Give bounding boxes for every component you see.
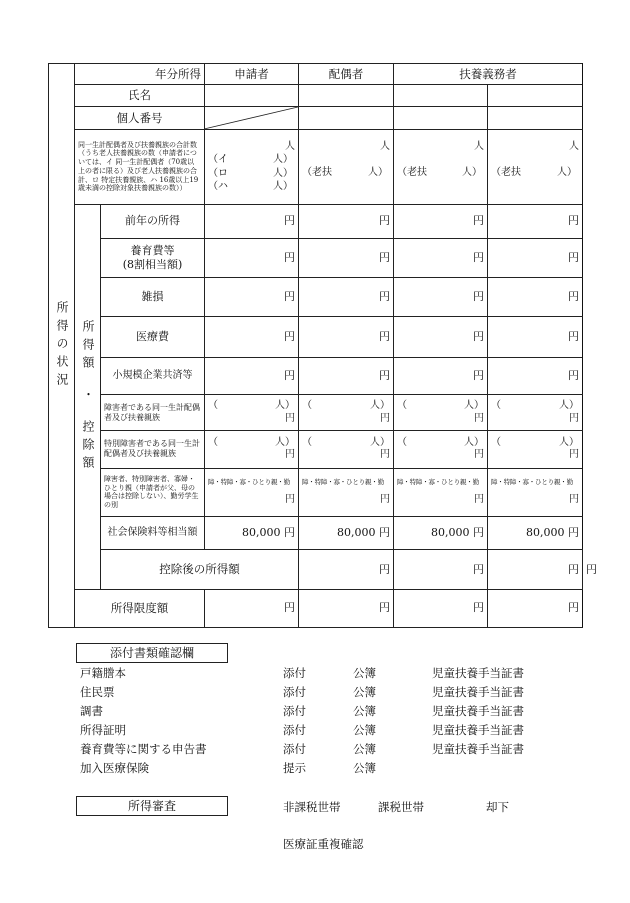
unit-person-close: 人）: [464, 400, 484, 412]
label-ha: （ハ: [208, 181, 228, 193]
paren-open: （: [208, 436, 218, 448]
categories-spouse[interactable]: [299, 468, 394, 517]
row-label-small-biz: 小規模企業共済等: [101, 357, 205, 394]
label-ro: （ロ: [208, 167, 228, 179]
attachment-option-registry[interactable]: 公簿: [353, 666, 376, 680]
unit-yen: 円: [285, 412, 295, 424]
unit-yen: 円: [380, 449, 390, 461]
attachment-option-attached[interactable]: 添付: [283, 742, 306, 756]
social-insurance-value: 80,000: [337, 526, 376, 540]
unit-person-close: 人）: [275, 400, 295, 412]
name-supporter-1[interactable]: [394, 84, 488, 107]
attachment-name: 加入医療保険: [80, 761, 149, 775]
unit-person-close: 人）: [273, 181, 293, 193]
attachments-title-box: 添付書類確認欄: [76, 643, 228, 663]
child-support-supporter-1[interactable]: 円: [394, 238, 488, 277]
attachment-option-registry[interactable]: 公簿: [353, 761, 376, 775]
unit-yen: 円: [569, 449, 579, 461]
personal-number-spouse[interactable]: [299, 107, 394, 130]
header-supporter: 扶養義務者: [394, 64, 583, 85]
taxable-option[interactable]: 課税世帯: [378, 800, 424, 814]
after-deduction-supporter-1[interactable]: 円: [488, 550, 583, 589]
attachment-name: 戸籍謄本: [80, 666, 126, 680]
category-options: 障・特障・寡・ひとり親・勤: [208, 478, 290, 487]
unit-person: 人: [474, 141, 484, 153]
row-label-prev-income: 前年の所得: [101, 204, 205, 238]
header-applicant: 申請者: [205, 64, 299, 85]
child-support-applicant[interactable]: 円: [205, 238, 299, 277]
disabled-dep-supporter-2[interactable]: [488, 395, 583, 431]
child-support-spouse[interactable]: 円: [299, 238, 394, 277]
income-limit-spouse[interactable]: 円: [299, 589, 394, 627]
paren-open: （: [397, 436, 407, 448]
unit-person-close: 人）: [462, 166, 482, 178]
name-supporter-2[interactable]: [488, 84, 583, 107]
medical-spouse[interactable]: 円: [299, 317, 394, 357]
prev-income-supporter-2[interactable]: 円: [488, 204, 583, 238]
category-options: 障・特障・寡・ひとり親・勤: [302, 478, 384, 487]
row-label-special-disabled-dep: 特別障害者である同一生計配偶者及び扶養親族: [101, 431, 205, 468]
income-limit-applicant[interactable]: 円: [205, 589, 299, 627]
attachment-option-registry[interactable]: 公簿: [353, 685, 376, 699]
after-deduction-spouse[interactable]: 円: [394, 550, 488, 589]
prev-income-applicant[interactable]: 円: [205, 204, 299, 238]
unit-yen: 円: [474, 412, 484, 424]
attachment-name: 住民票: [80, 685, 115, 699]
personal-number-supporter-2[interactable]: [488, 107, 583, 130]
paren-open: （: [302, 436, 312, 448]
casualty-supporter-1[interactable]: 円: [394, 278, 488, 317]
duplicate-check-label[interactable]: 医療証重複確認: [283, 837, 364, 851]
personal-number-applicant-slashed: [205, 107, 299, 130]
unit-yen: 円: [285, 494, 295, 506]
special-disabled-dep-supporter-2[interactable]: [488, 431, 583, 468]
category-options: 障・特障・寡・ひとり親・勤: [491, 478, 573, 487]
unit-yen: 円: [569, 412, 579, 424]
special-disabled-dep-supporter-1[interactable]: [394, 431, 488, 468]
attachment-option-registry[interactable]: 公簿: [353, 723, 376, 737]
paren-open: （: [397, 400, 407, 412]
attachment-option-certificate[interactable]: 児童扶養手当証書: [432, 742, 524, 756]
row-label-personal-number: 個人番号: [75, 107, 205, 130]
small-biz-applicant[interactable]: 円: [205, 357, 299, 394]
income-limit-supporter-1[interactable]: 円: [394, 589, 488, 627]
unit-person-close: 人）: [273, 154, 293, 166]
row-label-after-deduction: 控除後の所得額: [101, 550, 299, 589]
prev-income-spouse[interactable]: 円: [299, 204, 394, 238]
special-disabled-dep-applicant[interactable]: [205, 431, 299, 468]
dependents-supporter-2[interactable]: [488, 130, 583, 205]
attachment-option-attached[interactable]: 添付: [283, 685, 306, 699]
child-support-sublabel: (8割相当額): [122, 258, 183, 272]
unit-person: 人: [569, 141, 579, 153]
attachment-option-attached[interactable]: 添付: [283, 666, 306, 680]
label-elderly: （老扶: [491, 166, 521, 178]
header-spouse: 配偶者: [299, 64, 394, 85]
dependents-applicant[interactable]: [205, 130, 299, 205]
small-biz-supporter-2[interactable]: 円: [488, 357, 583, 394]
disabled-dep-spouse[interactable]: [299, 395, 394, 431]
row-label-name: 氏名: [75, 84, 205, 107]
unit-person-close: 人）: [559, 436, 579, 448]
attachment-option-attached[interactable]: 添付: [283, 723, 306, 737]
section-label-income-deduction: 所得額 ・ 控除額: [75, 204, 101, 589]
casualty-spouse[interactable]: 円: [299, 278, 394, 317]
section-label-income-status: 所得の状況: [49, 64, 75, 628]
after-deduction-applicant[interactable]: 円: [299, 550, 394, 589]
label-elderly: （老扶: [302, 166, 332, 178]
row-label-disabled-dep: 障害者である同一生計配偶者及び扶養親族: [101, 395, 205, 431]
medical-supporter-1[interactable]: 円: [394, 317, 488, 357]
unit-person-close: 人）: [464, 436, 484, 448]
social-insurance-spouse[interactable]: [299, 517, 394, 550]
special-disabled-dep-spouse[interactable]: [299, 431, 394, 468]
attachment-option-certificate[interactable]: 児童扶養手当証書: [432, 723, 524, 737]
social-insurance-applicant[interactable]: [205, 517, 299, 550]
unit-person: 人: [285, 140, 295, 152]
unit-yen: 円: [380, 412, 390, 424]
label-i: （イ: [208, 154, 228, 166]
row-label-dependents: 同一生計配偶者及び扶養親族の合計数（うち老人扶養親族の数（申請者については、イ 同一生計配偶者（70歳以上の者に限る）及び老人扶養親族の合計、ロ 特定扶養親族、ハ 16歳以上19歳未満の控除対象扶養親族の数））: [75, 130, 205, 205]
attachment-option-attached[interactable]: 提示: [283, 761, 306, 775]
unit-person-close: 人）: [370, 400, 390, 412]
unit-yen: 円: [474, 449, 484, 461]
social-insurance-value: 80,000: [431, 526, 470, 540]
row-label-medical: 医療費: [101, 317, 205, 357]
small-biz-supporter-1[interactable]: 円: [394, 357, 488, 394]
income-status-table: 所得の状況 年分所得 申請者 配偶者 扶養義務者 氏名 個人番号 同一生計配偶者及び扶養親族の合計数（うち老人扶養親族の数（申請者については、イ 同一生計配偶者（70歳以上の者に限る）及び老人扶養親族の合計、ロ 特定扶養親族、ハ 16歳以上19歳未満の控除対象扶養親族の数）） 人 （イ 人） （ロ 人） （ハ 人） 人 （老扶 人） 人 （老扶 人） 人 （老扶 人） 所得額 ・ 控除額 前年の所得 円 円 円 円 養育費等 (8割相当額) 円 円 円 円 雑損 円 円 円 円 医療費 円 円 円 円 小規模企業共済等 円 円 円 円 障害者である同一生計配偶者及び扶養親族 （ 人） 円 （ 人） 円 （ 人） 円 （ 人） 円 特別障害者である同一生計配偶者及び扶養親族 （ 人） 円 （ 人） 円 （ 人） 円 （ 人） 円 障害者、特別障害者、寡婦・ひとり親（申請者が父、母の場合は控除しない）、勤労学生の別 障・特障・寡・ひとり親・勤 円 障・特障・寡・ひとり親・勤 円 障・特障・寡・ひとり親・勤 円 障・特障・寡・ひとり親・勤 円 社会保険料等相当額 80,000 円 80,000 円 80,000 円 80,000 円 控除後の所得額 円 円 円 円 所得限度額 円 円 円 円: [48, 63, 583, 628]
unit-person-close: 人）: [559, 400, 579, 412]
prev-income-supporter-1[interactable]: 円: [394, 204, 488, 238]
unit-person-close: 人）: [370, 436, 390, 448]
rejected-option[interactable]: 却下: [486, 800, 509, 814]
casualty-supporter-2[interactable]: 円: [488, 278, 583, 317]
social-insurance-value: 80,000: [526, 526, 565, 540]
unit-person-close: 人）: [273, 167, 293, 179]
paren-open: （: [491, 400, 501, 412]
unit-yen: 円: [285, 449, 295, 461]
row-label-child-support: [101, 238, 205, 277]
social-insurance-supporter-1[interactable]: [394, 517, 488, 550]
unit-yen: 円: [569, 494, 579, 506]
unit-yen: 円: [568, 526, 579, 540]
income-limit-supporter-2[interactable]: 円: [488, 589, 583, 627]
categories-supporter-1[interactable]: [394, 468, 488, 517]
label-elderly: （老扶: [397, 166, 427, 178]
income-review-title-box: 所得審査: [76, 796, 228, 816]
unit-person-close: 人）: [368, 166, 388, 178]
unit-yen: 円: [379, 526, 390, 540]
attachment-name: 養育費等に関する申告書: [80, 742, 207, 756]
name-spouse[interactable]: [299, 84, 394, 107]
medical-applicant[interactable]: 円: [205, 317, 299, 357]
small-biz-spouse[interactable]: 円: [299, 357, 394, 394]
categories-applicant[interactable]: [205, 468, 299, 517]
row-label-categories: 障害者、特別障害者、寡婦・ひとり親（申請者が父、母の場合は控除しない）、勤労学生の別: [101, 468, 205, 517]
attachment-option-certificate[interactable]: 児童扶養手当証書: [432, 666, 524, 680]
attachment-option-attached[interactable]: 添付: [283, 704, 306, 718]
unit-yen: 円: [474, 494, 484, 506]
dependents-supporter-1[interactable]: [394, 130, 488, 205]
category-options: 障・特障・寡・ひとり親・勤: [397, 478, 479, 487]
non-taxable-option[interactable]: 非課税世帯: [283, 800, 341, 814]
unit-person-close: 人）: [557, 166, 577, 178]
paren-open: （: [208, 400, 218, 412]
child-support-supporter-2[interactable]: 円: [488, 238, 583, 277]
disabled-dep-applicant[interactable]: [205, 395, 299, 431]
attachment-option-registry[interactable]: 公簿: [353, 742, 376, 756]
attachment-option-certificate[interactable]: 児童扶養手当証書: [432, 704, 524, 718]
header-year-income: 年分所得: [75, 64, 205, 85]
social-insurance-value: 80,000: [242, 526, 281, 540]
medical-supporter-2[interactable]: 円: [488, 317, 583, 357]
unit-yen: 円: [380, 494, 390, 506]
categories-supporter-2[interactable]: [488, 468, 583, 517]
dependents-spouse[interactable]: [299, 130, 394, 205]
social-insurance-supporter-2[interactable]: [488, 517, 583, 550]
disabled-dep-supporter-1[interactable]: [394, 395, 488, 431]
attachment-option-certificate[interactable]: 児童扶養手当証書: [432, 685, 524, 699]
paren-open: （: [302, 400, 312, 412]
row-label-casualty: 雑損: [101, 278, 205, 317]
row-label-income-limit: 所得限度額: [75, 589, 205, 627]
diagonal-slash: [205, 107, 298, 129]
unit-person-close: 人）: [275, 436, 295, 448]
row-label-social-insurance: 社会保険料等相当額: [101, 517, 205, 550]
attachment-option-registry[interactable]: 公簿: [353, 704, 376, 718]
attachment-name: 所得証明: [80, 723, 126, 737]
casualty-applicant[interactable]: 円: [205, 278, 299, 317]
child-support-label: 養育費等: [130, 244, 175, 258]
unit-yen: 円: [473, 526, 484, 540]
personal-number-supporter-1[interactable]: [394, 107, 488, 130]
unit-yen: 円: [284, 526, 295, 540]
unit-person: 人: [380, 141, 390, 153]
paren-open: （: [491, 436, 501, 448]
name-applicant[interactable]: [205, 84, 299, 107]
attachment-name: 調書: [80, 704, 103, 718]
